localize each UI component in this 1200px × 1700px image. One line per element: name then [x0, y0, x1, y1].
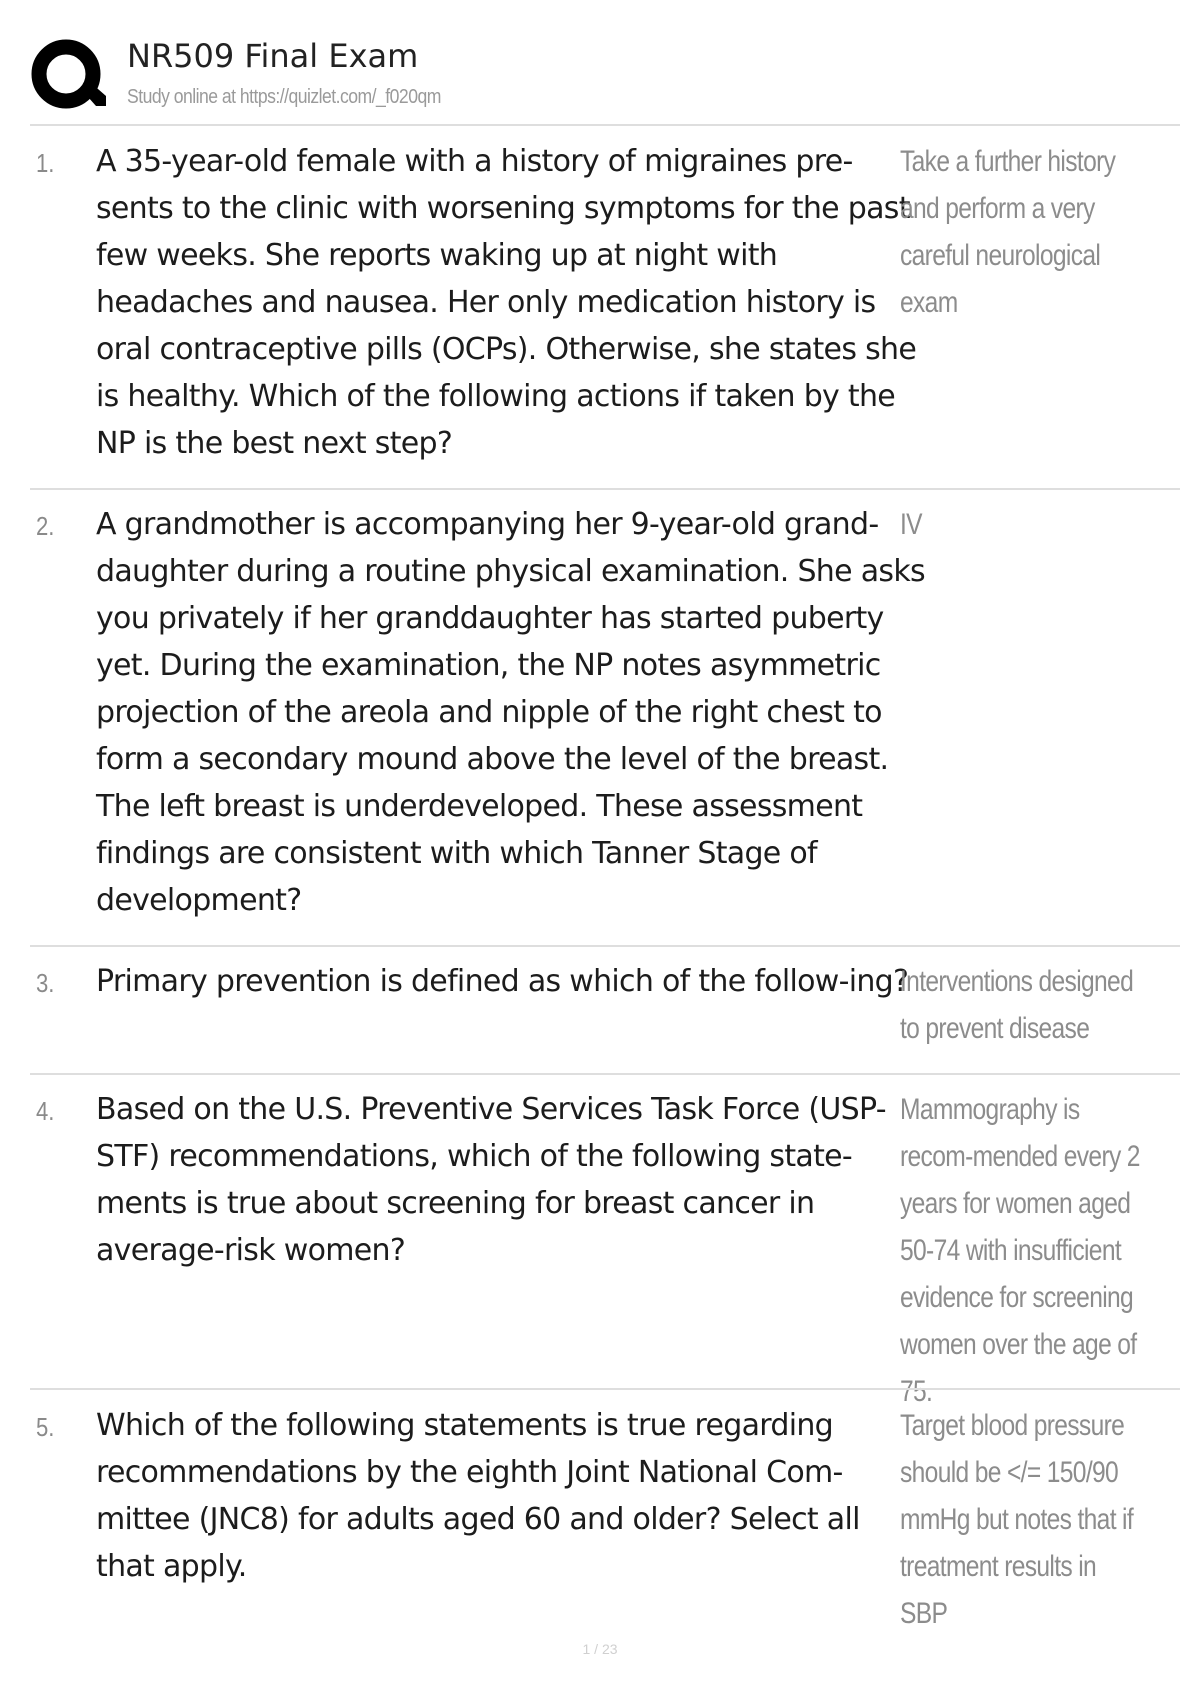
card-definition: Take a further history and perform a very careful neurological exam [900, 145, 1116, 319]
card-number: 3. [36, 968, 55, 998]
quizlet-logo-icon [30, 36, 110, 116]
page-header [30, 32, 1180, 124]
card-term: Primary prevention is defined as which of the follow-ing? [96, 964, 909, 999]
card-definition: Interventions designed to prevent disease [900, 965, 1134, 1045]
card-term: Based on the U.S. Preventive Services Task Force (USP-STF) recommendations, which of the following state-ments is true about screening for breast cancer in average-risk women? [96, 1092, 886, 1268]
card-number: 2. [36, 511, 55, 541]
divider [30, 1073, 1180, 1075]
divider [30, 124, 1180, 126]
card-number: 5. [36, 1412, 55, 1442]
card-term: A 35-year-old female with a history of migraines pre-sents to the clinic with worsening symptoms for the past few weeks. She reports waking up at night with headaches and nausea. Her only medication history is oral contraceptive pills (OCPs). Otherwise, she states she is healthy. Which of the following actions if taken by the NP is the best next step? [96, 144, 917, 461]
divider [30, 488, 1180, 490]
card-definition: Target blood pressure should be </= 150/90 mmHg but notes that if treatment results in SBP [900, 1409, 1134, 1630]
study-online-link[interactable]: Study online at https://quizlet.com/_f020qm [127, 86, 441, 108]
document-title: NR509 Final Exam [127, 37, 419, 75]
card-number: 1. [36, 148, 55, 178]
card-definition: Mammography is recom-mended every 2 years for women aged 50-74 with insufficient evidence for screening women over the age of 75. [900, 1093, 1140, 1408]
page-number: 1 / 23 [582, 1641, 618, 1657]
card-term: A grandmother is accompanying her 9-year-old grand-daughter during a routine physical examination. She asks you privately if her granddaughter has started puberty yet. During the examination, the NP notes asymmetric projection of the areola and nipple of the right chest to form a secondary mound above the level of the breast. The left breast is underdeveloped. These assessment findings are consistent with which Tanner Stage of development? [96, 507, 925, 918]
card-number: 4. [36, 1096, 55, 1126]
card-term: Which of the following statements is true regarding recommendations by the eighth Joint National Com-mittee (JNC8) for adults aged 60 and older? Select all that apply. [96, 1408, 860, 1584]
divider [30, 945, 1180, 947]
card-definition: IV [900, 508, 922, 541]
divider [30, 1388, 1180, 1390]
